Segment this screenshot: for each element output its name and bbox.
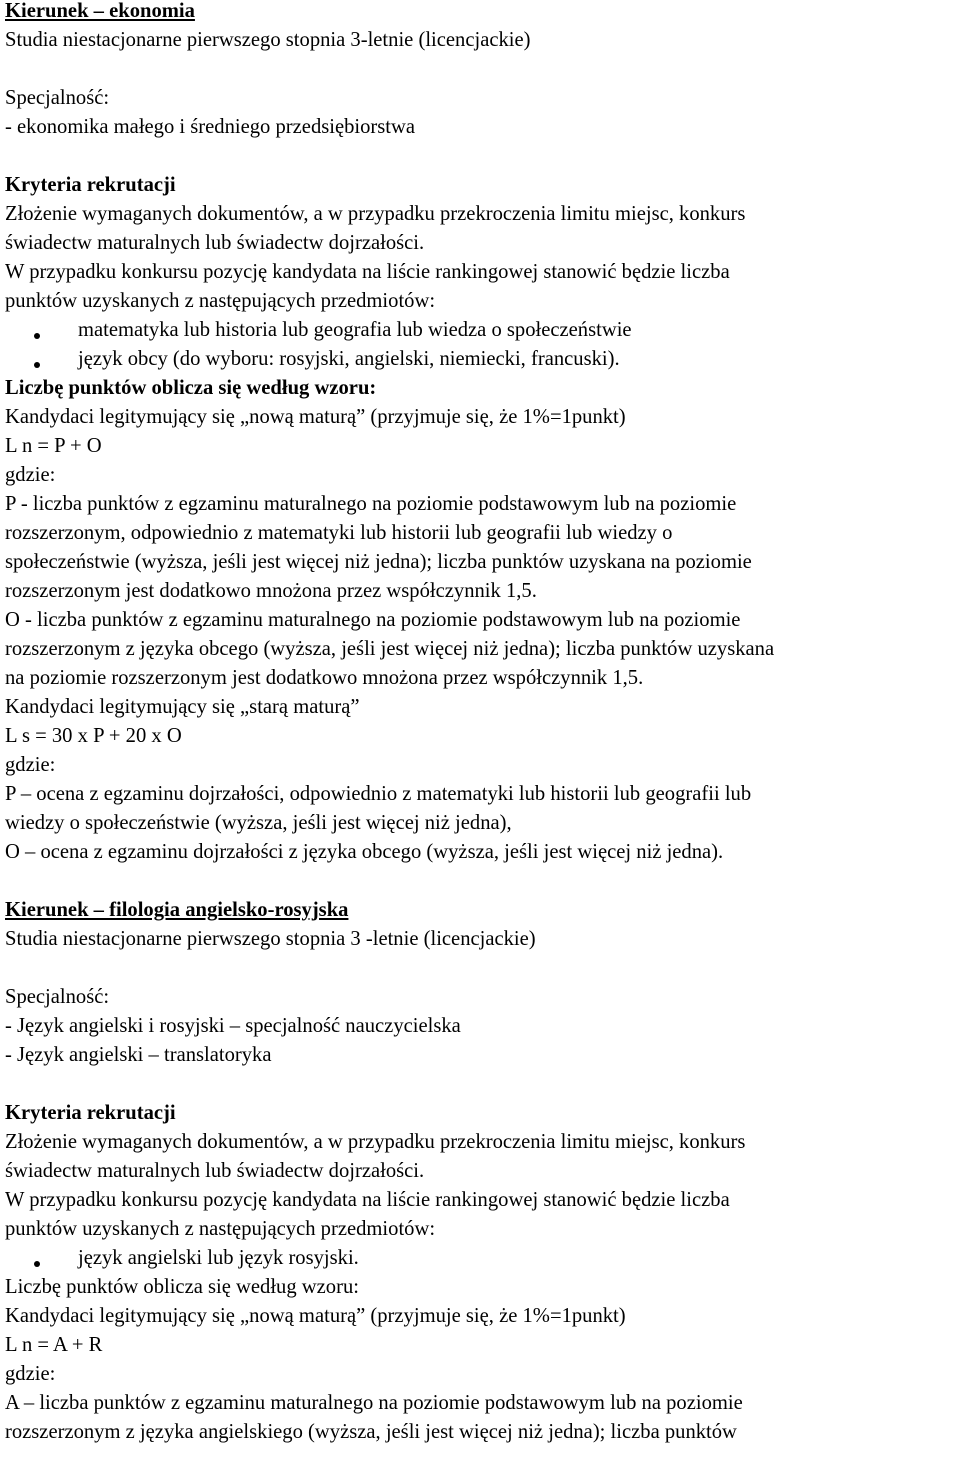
studies-type: Studia niestacjonarne pierwszego stopnia 3 -letnie (licencjackie) xyxy=(5,928,536,950)
specialty-item: - Język angielski i rosyjski – specjalność nauczycielska xyxy=(5,1015,461,1037)
p-old-definition-line: wiedzy o społeczeństwie (wyższa, jeśli jest więcej niż jedna), xyxy=(5,812,512,834)
paragraph-line: Złożenie wymaganych dokumentów, a w przypadku przekroczenia limitu miejsc, konkurs xyxy=(5,203,746,225)
formula-new: L n = P + O xyxy=(5,435,102,457)
specialty-item: - Język angielski – translatoryka xyxy=(5,1044,272,1066)
p-definition-line: społeczeństwie (wyższa, jeśli jest więcej niż jedna); liczba punktów uzyskana na poziomie xyxy=(5,551,752,573)
section-heading-ekonomia: Kierunek – ekonomia xyxy=(5,0,195,22)
o-definition-line: rozszerzonym z języka obcego (wyższa, jeśli jest więcej niż jedna); liczba punktów uzyskana xyxy=(5,638,775,660)
bullet-item: język angielski lub język rosyjski. xyxy=(78,1247,359,1269)
bullet-dot-icon xyxy=(34,362,40,368)
formula-old: L s = 30 x P + 20 x O xyxy=(5,725,182,747)
where-label: gdzie: xyxy=(5,464,56,486)
paragraph-line: W przypadku konkursu pozycję kandydata na liście rankingowej stanowić będzie liczba xyxy=(5,1189,730,1211)
paragraph-line: W przypadku konkursu pozycję kandydata na liście rankingowej stanowić będzie liczba xyxy=(5,261,730,283)
o-definition-line: O - liczba punktów z egzaminu maturalnego na poziomie podstawowym lub na poziomie xyxy=(5,609,741,631)
bullet-dot-icon xyxy=(34,1261,40,1267)
formula-heading: Liczbę punktów oblicza się według wzoru: xyxy=(5,1276,359,1298)
o-old-definition-line: O – ocena z egzaminu dojrzałości z języka obcego (wyższa, jeśli jest więcej niż jedna). xyxy=(5,841,724,863)
criteria-heading: Kryteria rekrutacji xyxy=(5,174,176,196)
o-definition-line: na poziomie rozszerzonym jest dodatkowo mnożona przez współczynnik 1,5. xyxy=(5,667,644,689)
paragraph-line: punktów uzyskanych z następujących przedmiotów: xyxy=(5,290,436,312)
paragraph-line: Złożenie wymaganych dokumentów, a w przypadku przekroczenia limitu miejsc, konkurs xyxy=(5,1131,746,1153)
old-matura-line: Kandydaci legitymujący się „starą maturą” xyxy=(5,696,360,718)
where-label: gdzie: xyxy=(5,1363,56,1385)
p-definition-line: rozszerzonym, odpowiednio z matematyki lub historii lub geografii lub wiedzy o xyxy=(5,522,673,544)
formula-heading: Liczbę punktów oblicza się według wzoru: xyxy=(5,377,377,399)
new-matura-line: Kandydaci legitymujący się „nową maturą” (przyjmuje się, że 1%=1punkt) xyxy=(5,406,626,428)
a-definition-line: rozszerzonym z języka angielskiego (wyższa, jeśli jest więcej niż jedna); liczba punktów xyxy=(5,1421,737,1443)
p-definition-line: rozszerzonym jest dodatkowo mnożona przez współczynnik 1,5. xyxy=(5,580,537,602)
specialty-label: Specjalność: xyxy=(5,87,110,109)
bullet-item: język obcy (do wyboru: rosyjski, angielski, niemiecki, francuski). xyxy=(78,348,620,370)
p-old-definition-line: P – ocena z egzaminu dojrzałości, odpowiednio z matematyki lub historii lub geografii lub xyxy=(5,783,752,805)
bullet-dot-icon xyxy=(34,333,40,339)
specialty-label: Specjalność: xyxy=(5,986,110,1008)
where-label: gdzie: xyxy=(5,754,56,776)
studies-type: Studia niestacjonarne pierwszego stopnia 3-letnie (licencjackie) xyxy=(5,29,531,51)
a-definition-line: A – liczba punktów z egzaminu maturalnego na poziomie podstawowym lub na poziomie xyxy=(5,1392,743,1414)
criteria-heading: Kryteria rekrutacji xyxy=(5,1102,176,1124)
p-definition-line: P - liczba punktów z egzaminu maturalnego na poziomie podstawowym lub na poziomie xyxy=(5,493,737,515)
paragraph-line: świadectw maturalnych lub świadectw dojrzałości. xyxy=(5,1160,425,1182)
paragraph-line: świadectw maturalnych lub świadectw dojrzałości. xyxy=(5,232,425,254)
bullet-item: matematyka lub historia lub geografia lub wiedza o społeczeństwie xyxy=(78,319,632,341)
section-heading-filologia: Kierunek – filologia angielsko-rosyjska xyxy=(5,899,349,921)
new-matura-line: Kandydaci legitymujący się „nową maturą” (przyjmuje się, że 1%=1punkt) xyxy=(5,1305,626,1327)
paragraph-line: punktów uzyskanych z następujących przedmiotów: xyxy=(5,1218,436,1240)
formula-new: L n = A + R xyxy=(5,1334,103,1356)
specialty-item: - ekonomika małego i średniego przedsiębiorstwa xyxy=(5,116,416,138)
